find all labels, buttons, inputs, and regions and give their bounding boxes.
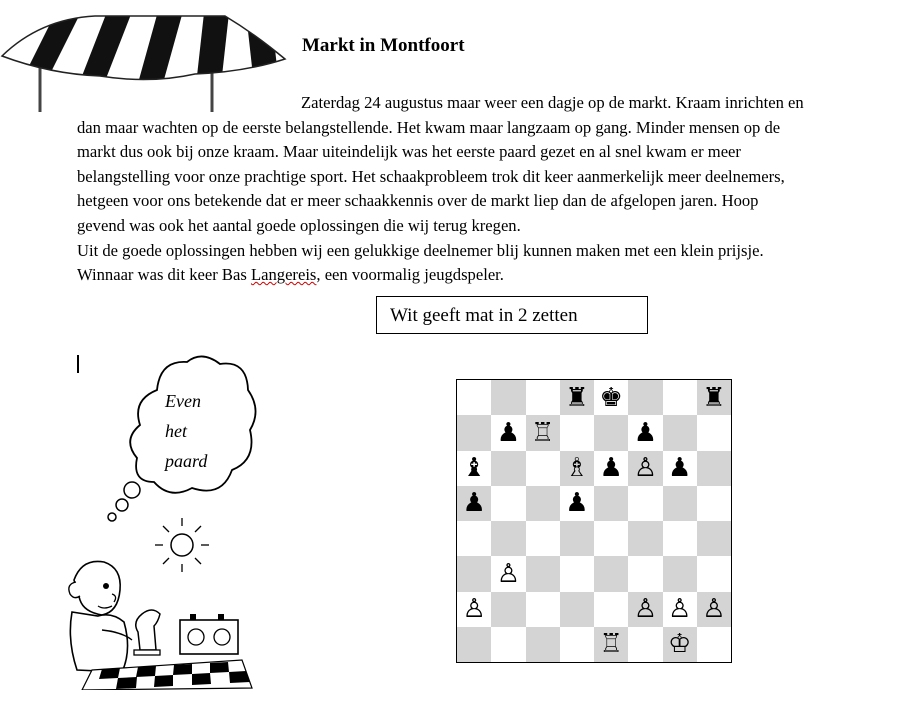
chess-piece: ♟ <box>599 453 623 484</box>
board-square <box>697 556 731 591</box>
body-line-5: hetgeen voor ons betekende dat er meer schaakkennis over de markt liep dan de afgelopen jaren. Hoop <box>77 191 759 211</box>
board-square <box>526 380 560 415</box>
board-square <box>663 592 697 627</box>
board-square <box>594 521 628 556</box>
board-square <box>560 486 594 521</box>
board-square <box>697 592 731 627</box>
board-square <box>457 380 491 415</box>
board-square <box>457 486 491 521</box>
chess-piece: ♚ <box>599 382 623 413</box>
board-square <box>457 592 491 627</box>
board-square <box>628 521 662 556</box>
chess-piece: ♙ <box>633 453 658 484</box>
board-square <box>628 415 662 450</box>
winner-text-after: , een voormalig jeugdspeler. <box>316 265 504 285</box>
board-square <box>594 627 628 662</box>
article-body <box>77 91 897 288</box>
chess-piece: ♙ <box>462 594 486 625</box>
board-square <box>526 592 560 627</box>
board-square <box>457 451 491 486</box>
chess-board <box>456 379 732 663</box>
board-square <box>491 415 525 450</box>
board-square <box>560 556 594 591</box>
bubble-line-1: Even <box>165 391 201 411</box>
chess-piece: ♟ <box>667 453 692 484</box>
chess-piece: ♙ <box>496 558 521 589</box>
board-square <box>560 521 594 556</box>
board-square <box>457 627 491 662</box>
bubble-line-2: het <box>165 421 187 441</box>
board-square <box>697 627 731 662</box>
board-square <box>526 451 560 486</box>
chess-piece: ♙ <box>667 594 692 625</box>
board-square <box>526 627 560 662</box>
body-line-8 <box>77 263 897 288</box>
board-square <box>594 486 628 521</box>
chess-piece: ♟ <box>633 417 658 448</box>
chess-piece: ♗ <box>565 453 589 484</box>
board-square <box>491 627 525 662</box>
board-square <box>594 415 628 450</box>
thought-bubble-text <box>165 386 245 476</box>
article-title: Markt in Montfoort <box>302 35 465 56</box>
problem-caption-box: Wit geeft mat in 2 zetten <box>376 296 648 334</box>
body-line-3: markt dus ook bij onze kraam. Maar uiteindelijk was het eerste paard gezet en al snel kwam er meer <box>77 142 741 162</box>
chess-piece: ♟ <box>462 488 486 519</box>
board-square <box>526 556 560 591</box>
board-square <box>663 627 697 662</box>
body-line-2: dan maar wachten op de eerste belangstellende. Het kwam maar langzaam op gang. Minder mensen op de <box>77 117 781 137</box>
body-line-4: belangstelling voor onze prachtige sport. Het schaakprobleem trok dit keer aanmerkelijk meer deelnemers, <box>77 166 785 186</box>
board-square <box>697 451 731 486</box>
chess-piece: ♝ <box>462 453 486 484</box>
board-square <box>663 486 697 521</box>
board-square <box>491 521 525 556</box>
board-square <box>457 521 491 556</box>
board-square <box>628 486 662 521</box>
chess-piece: ♖ <box>530 417 555 448</box>
board-square <box>663 415 697 450</box>
board-square <box>560 592 594 627</box>
board-square <box>697 521 731 556</box>
board-square <box>628 627 662 662</box>
board-square <box>491 592 525 627</box>
board-square <box>663 556 697 591</box>
board-square <box>457 415 491 450</box>
board-square <box>560 415 594 450</box>
chess-piece: ♜ <box>565 382 589 413</box>
board-square <box>663 521 697 556</box>
board-square <box>594 380 628 415</box>
board-square <box>628 556 662 591</box>
chess-piece: ♟ <box>496 417 521 448</box>
board-square <box>697 380 731 415</box>
board-square <box>526 486 560 521</box>
board-square <box>526 415 560 450</box>
board-square <box>594 451 628 486</box>
board-square <box>491 380 525 415</box>
chess-piece: ♖ <box>599 629 623 660</box>
board-square <box>491 486 525 521</box>
body-line-6: gevend was ook het aantal goede oplossingen die wij terug kregen. <box>77 215 521 235</box>
chess-piece: ♜ <box>702 382 726 413</box>
board-square <box>628 380 662 415</box>
chess-piece: ♙ <box>633 594 658 625</box>
board-square <box>491 451 525 486</box>
chess-piece: ♟ <box>565 488 589 519</box>
board-square <box>628 592 662 627</box>
board-square <box>663 380 697 415</box>
board-square <box>560 627 594 662</box>
board-square <box>594 556 628 591</box>
chess-piece: ♙ <box>702 594 726 625</box>
winner-name[interactable]: Langereis <box>250 265 317 285</box>
chess-piece: ♔ <box>667 629 692 660</box>
winner-text-before: Winnaar was dit keer Bas <box>77 265 251 285</box>
board-square <box>526 521 560 556</box>
bubble-line-3: paard <box>165 451 208 471</box>
board-square <box>457 556 491 591</box>
board-square <box>697 415 731 450</box>
body-line-1: Zaterdag 24 augustus maar weer een dagje op de markt. Kraam inrichten en <box>301 93 804 112</box>
body-line-7: Uit de goede oplossingen hebben wij een gelukkige deelnemer blij kunnen maken met een klein prijsje. <box>77 240 764 260</box>
board-square <box>560 451 594 486</box>
board-square <box>491 556 525 591</box>
board-square <box>697 486 731 521</box>
board-square <box>628 451 662 486</box>
board-square <box>594 592 628 627</box>
board-square <box>560 380 594 415</box>
board-square <box>663 451 697 486</box>
